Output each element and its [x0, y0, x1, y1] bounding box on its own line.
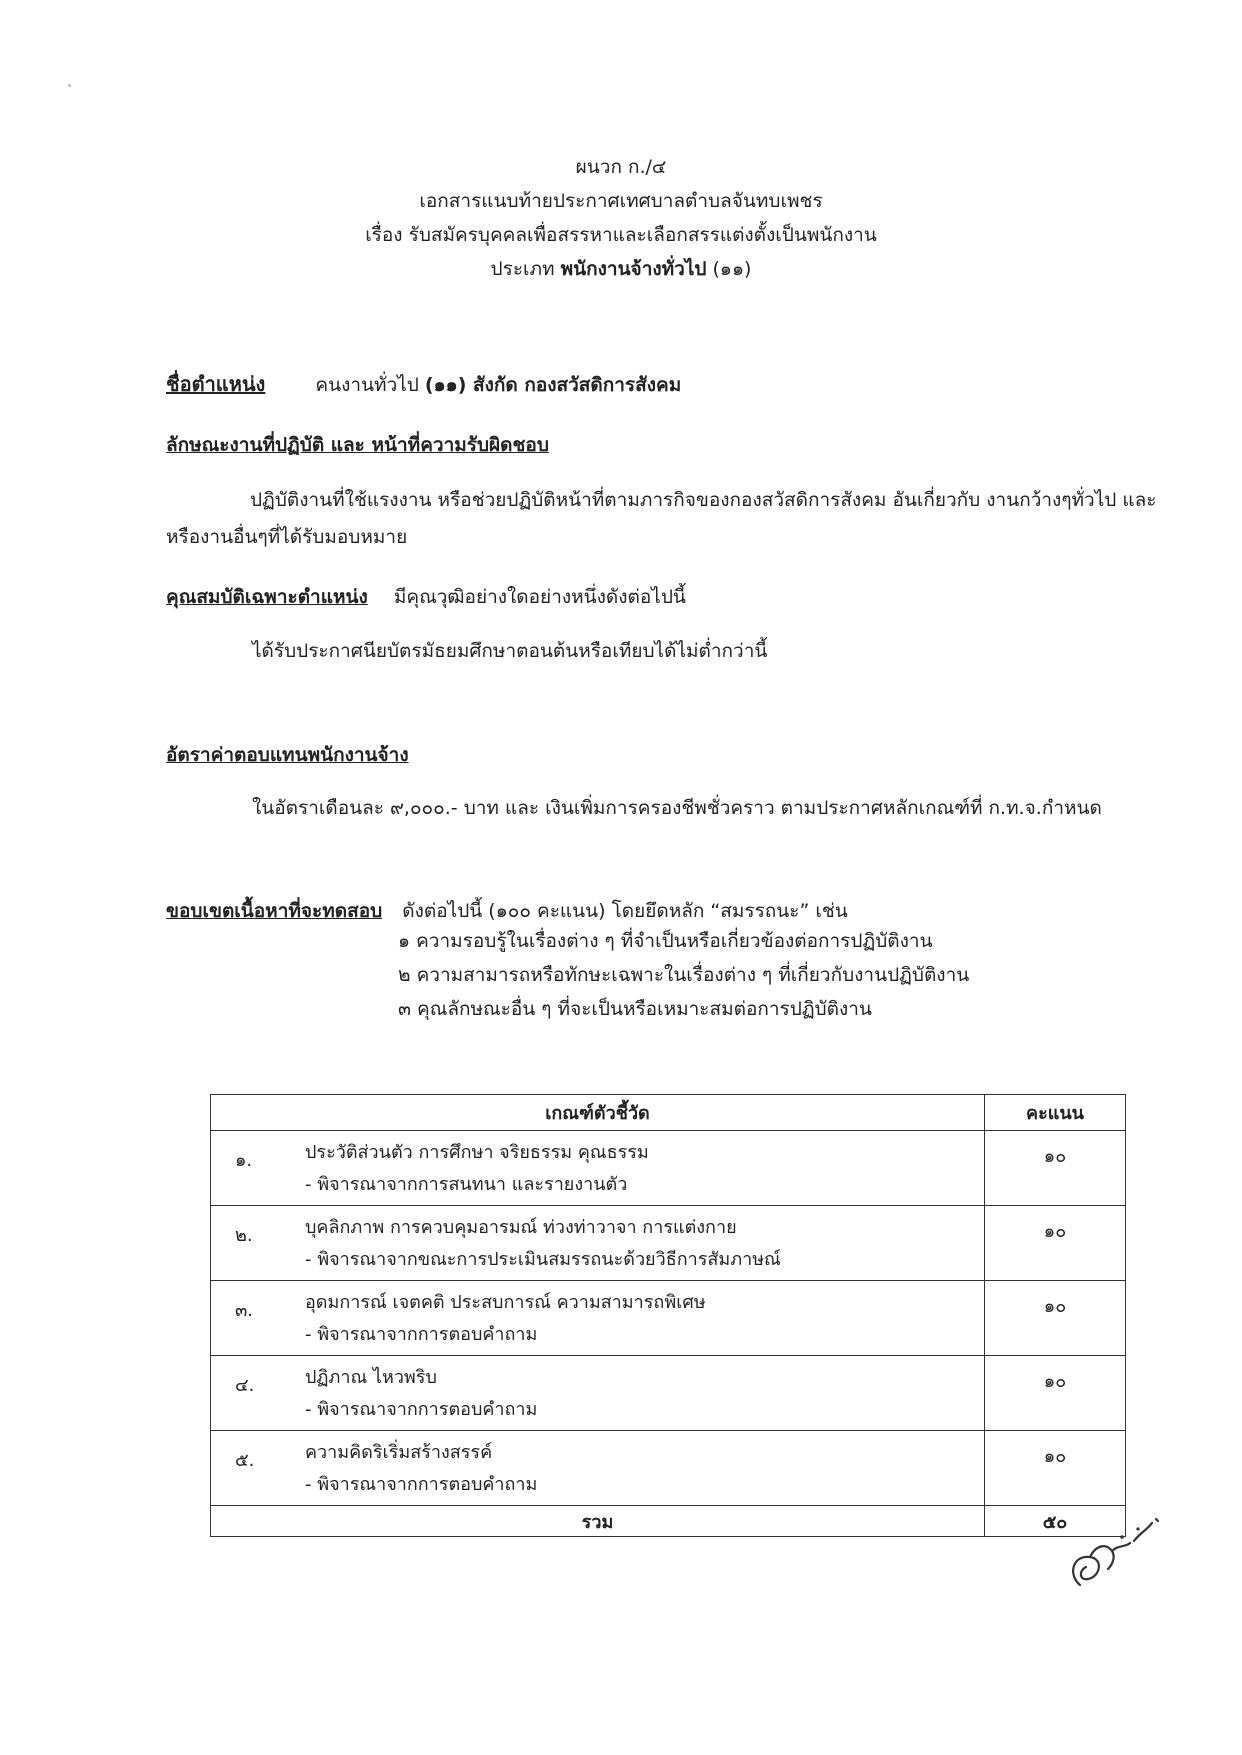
scope-item: ๒ ความสามารถหรือทักษะเฉพาะในเรื่องต่าง ๆ ที่เกี่ยวกับงานปฏิบัติงาน — [398, 964, 970, 986]
duties-text-line2: หรืองานอื่นๆที่ได้รับมอบหมาย — [166, 526, 408, 548]
row-title: ความคิดริเริ่มสร้างสรรค์ — [305, 1442, 493, 1463]
table-header-row — [211, 1095, 1126, 1131]
position-label: ชื่อตำแหน่ง — [166, 372, 266, 396]
type-line — [0, 252, 1242, 286]
qualification-line — [166, 582, 686, 612]
row-score: ๑๐ — [985, 1131, 1126, 1206]
duties-heading-text: ลักษณะงานที่ปฏิบัติ และ หน้าที่ความรับผิดชอบ — [166, 434, 549, 456]
scan-speck — [68, 84, 71, 87]
salary-heading — [166, 740, 409, 770]
table-row — [211, 1206, 1126, 1281]
scope-item: ๑ ความรอบรู้ในเรื่องต่าง ๆ ที่จำเป็นหรือเกี่ยวข้องต่อการปฏิบัติงาน — [398, 930, 933, 952]
total-score: ๕๐ — [985, 1506, 1126, 1537]
row-description — [297, 1431, 985, 1506]
row-score: ๑๐ — [985, 1281, 1126, 1356]
signature-image — [1060, 1515, 1180, 1605]
score-column-header: คะแนน — [985, 1095, 1126, 1131]
row-score: ๑๐ — [985, 1431, 1126, 1506]
document-header — [0, 150, 1242, 286]
row-subtitle: - พิจารณาจากการตอบคำถาม — [305, 1399, 538, 1420]
row-title: ปฏิภาณ ไหวพริบ — [305, 1367, 437, 1388]
position-value-prefix: คนงานทั่วไป — [315, 374, 425, 396]
row-number: ๓. — [211, 1281, 298, 1356]
row-score: ๑๐ — [985, 1356, 1126, 1431]
row-description — [297, 1281, 985, 1356]
attachment-title: เอกสารแนบท้ายประกาศเทศบาลตำบลจันทบเพชร — [419, 190, 823, 212]
row-subtitle: - พิจารณาจากการตอบคำถาม — [305, 1324, 538, 1345]
scope-heading: ขอบเขตเนื้อหาที่จะทดสอบ — [166, 900, 383, 922]
table-total-row — [211, 1506, 1126, 1537]
row-title: ประวัติส่วนตัว การศึกษา จริยธรรม คุณธรรม — [305, 1142, 649, 1163]
qualification-heading: คุณสมบัติเฉพาะตำแหน่ง — [166, 586, 368, 608]
position-line — [166, 368, 681, 400]
table-row — [211, 1431, 1126, 1506]
row-subtitle: - พิจารณาจากการตอบคำถาม — [305, 1474, 538, 1495]
row-subtitle: - พิจารณาจากขณะการประเมินสมรรถนะด้วยวิธีการสัมภาษณ์ — [305, 1249, 781, 1270]
row-title: บุคลิกภาพ การควบคุมอารมณ์ ท่วงท่าวาจา การแต่งกาย — [305, 1217, 737, 1238]
type-bold: พนักงานจ้างทั่วไป — [560, 258, 707, 280]
row-subtitle: - พิจารณาจากการสนทนา และรายงานตัว — [305, 1174, 628, 1195]
annex-label: ผนวก ก./๔ — [575, 156, 667, 178]
row-score: ๑๐ — [985, 1206, 1126, 1281]
qualification-intro: มีคุณวุฒิอย่างใดอย่างหนึ่งดังต่อไปนี้ — [393, 586, 686, 608]
scope-line — [166, 896, 848, 926]
table-row — [211, 1131, 1126, 1206]
salary-heading-text: อัตราค่าตอบแทนพนักงานจ้าง — [166, 744, 409, 766]
row-description — [297, 1206, 985, 1281]
duties-heading — [166, 430, 549, 460]
row-description — [297, 1131, 985, 1206]
row-number: ๔. — [211, 1356, 298, 1431]
row-description — [297, 1356, 985, 1431]
subject-line: เรื่อง รับสมัครบุคคลเพื่อสรรหาและเลือกสรรแต่งตั้งเป็นพนักงาน — [365, 224, 877, 246]
qualification-detail: ได้รับประกาศนียบัตรมัธยมศึกษาตอนต้นหรือเทียบได้ไม่ต่ำกว่านี้ — [252, 640, 768, 662]
row-title: อุดมการณ์ เจตคติ ประสบการณ์ ความสามารถพิเศษ — [305, 1292, 706, 1313]
position-value-bold: (๑๑) สังกัด กองสวัสดิการสังคม — [424, 374, 682, 396]
salary-detail: ในอัตราเดือนละ ๙,๐๐๐.- บาท และ เงินเพิ่มการครองชีพชั่วคราว ตามประกาศหลักเกณฑ์ที่ ก.ท.จ.กำหนด — [252, 797, 1102, 819]
duties-text-line1: ปฏิบัติงานที่ใช้แรงงาน หรือช่วยปฏิบัติหน้าที่ตามภารกิจของกองสวัสดิการสังคม อันเกี่ยวกับ งานกว้างๆทั่วไป และ — [250, 489, 1157, 511]
row-number: ๒. — [211, 1206, 298, 1281]
row-number: ๑. — [211, 1131, 298, 1206]
criteria-column-header: เกณฑ์ตัวชี้วัด — [211, 1095, 985, 1131]
scope-intro: ดังต่อไปนี้ (๑๐๐ คะแนน) โดยยึดหลัก “สมรรถนะ” เช่น — [402, 900, 848, 922]
criteria-table — [210, 1094, 1126, 1537]
scope-item: ๓ คุณลักษณะอื่น ๆ ที่จะเป็นหรือเหมาะสมต่อการปฏิบัติงาน — [398, 998, 872, 1020]
table-row — [211, 1356, 1126, 1431]
table-row — [211, 1281, 1126, 1356]
total-label: รวม — [211, 1506, 985, 1537]
row-number: ๕. — [211, 1431, 298, 1506]
type-suffix: (๑๑) — [706, 258, 752, 280]
type-prefix: ประเภท — [490, 258, 561, 280]
